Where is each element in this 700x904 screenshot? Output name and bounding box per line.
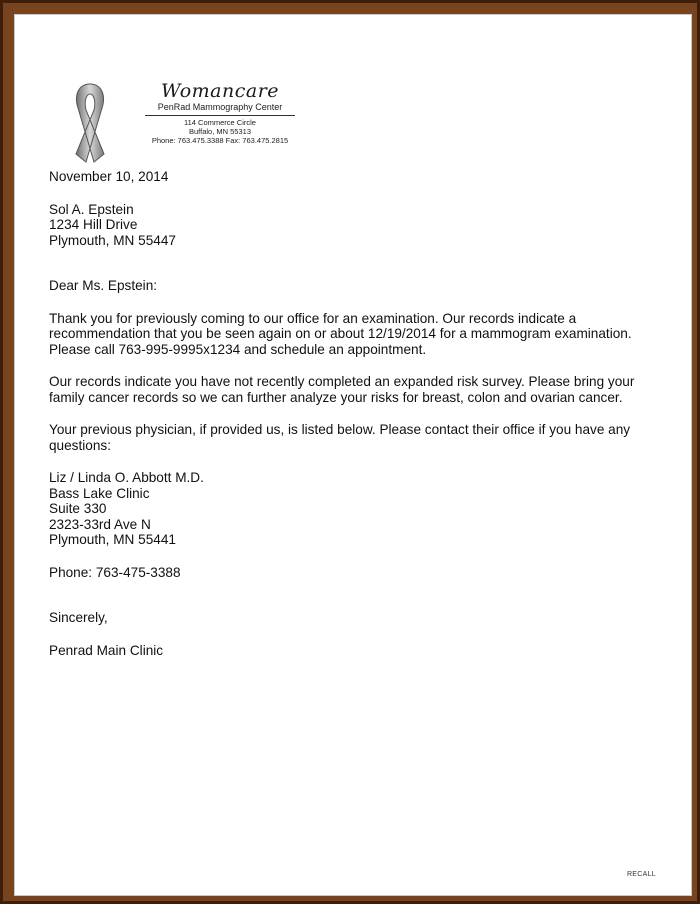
physician-street: 2323-33rd Ave N [49, 516, 151, 532]
paragraph-physician [49, 422, 659, 453]
org-subtitle: PenRad Mammography Center [157, 102, 283, 112]
physician-phone: Phone: 763-475-3388 [49, 564, 181, 580]
physician-address [49, 470, 659, 548]
letterhead [64, 80, 324, 170]
letterhead-text [120, 80, 320, 145]
paragraph-line: recommendation that you be seen again on or about 12/19/2014 for a mammogram examination. [49, 326, 632, 341]
paragraph-recommendation [49, 311, 659, 358]
org-address-line1: 114 Commerce Circle [184, 118, 256, 127]
org-name: Womancare [160, 80, 280, 102]
salutation: Dear Ms. Epstein: [49, 278, 158, 293]
closing: Sincerely, [49, 610, 108, 625]
letter-body [49, 169, 659, 658]
letter-page [14, 14, 692, 896]
letter-date: November 10, 2014 [49, 169, 169, 184]
paragraph-line: questions: [49, 437, 111, 453]
recipient-city: Plymouth, MN 55447 [49, 232, 176, 248]
org-contact: Phone: 763.475.3388 Fax: 763.475.2815 [151, 136, 289, 145]
paragraph-risk-survey [49, 374, 659, 405]
paragraph-line: Thank you for previously coming to our office for an examination. Our records indicate a [49, 310, 577, 326]
physician-suite: Suite 330 [49, 501, 107, 516]
paragraph-line: family cancer records so we can further analyze your risks for breast, colon and ovarian cancer. [49, 389, 623, 405]
paragraph-line: Your previous physician, if provided us, is listed below. Please contact their office if you have any [49, 422, 631, 437]
signature: Penrad Main Clinic [49, 642, 164, 658]
physician-clinic: Bass Lake Clinic [49, 485, 150, 501]
physician-city: Plymouth, MN 55441 [49, 532, 176, 547]
recipient-address [49, 202, 659, 249]
footer-code: RECALL [626, 871, 656, 878]
org-address-line2: Buffalo, MN 55313 [189, 127, 251, 136]
paragraph-line: Please call 763-995-9995x1234 and schedule an appointment. [49, 341, 427, 357]
letterhead-divider [145, 115, 295, 116]
recipient-name: Sol A. Epstein [49, 201, 134, 217]
physician-name: Liz / Linda O. Abbott M.D. [49, 470, 204, 485]
paragraph-line: Our records indicate you have not recently completed an expanded risk survey. Please bring your [49, 374, 635, 389]
awareness-ribbon-icon [64, 80, 116, 164]
recipient-street: 1234 Hill Drive [49, 217, 138, 232]
